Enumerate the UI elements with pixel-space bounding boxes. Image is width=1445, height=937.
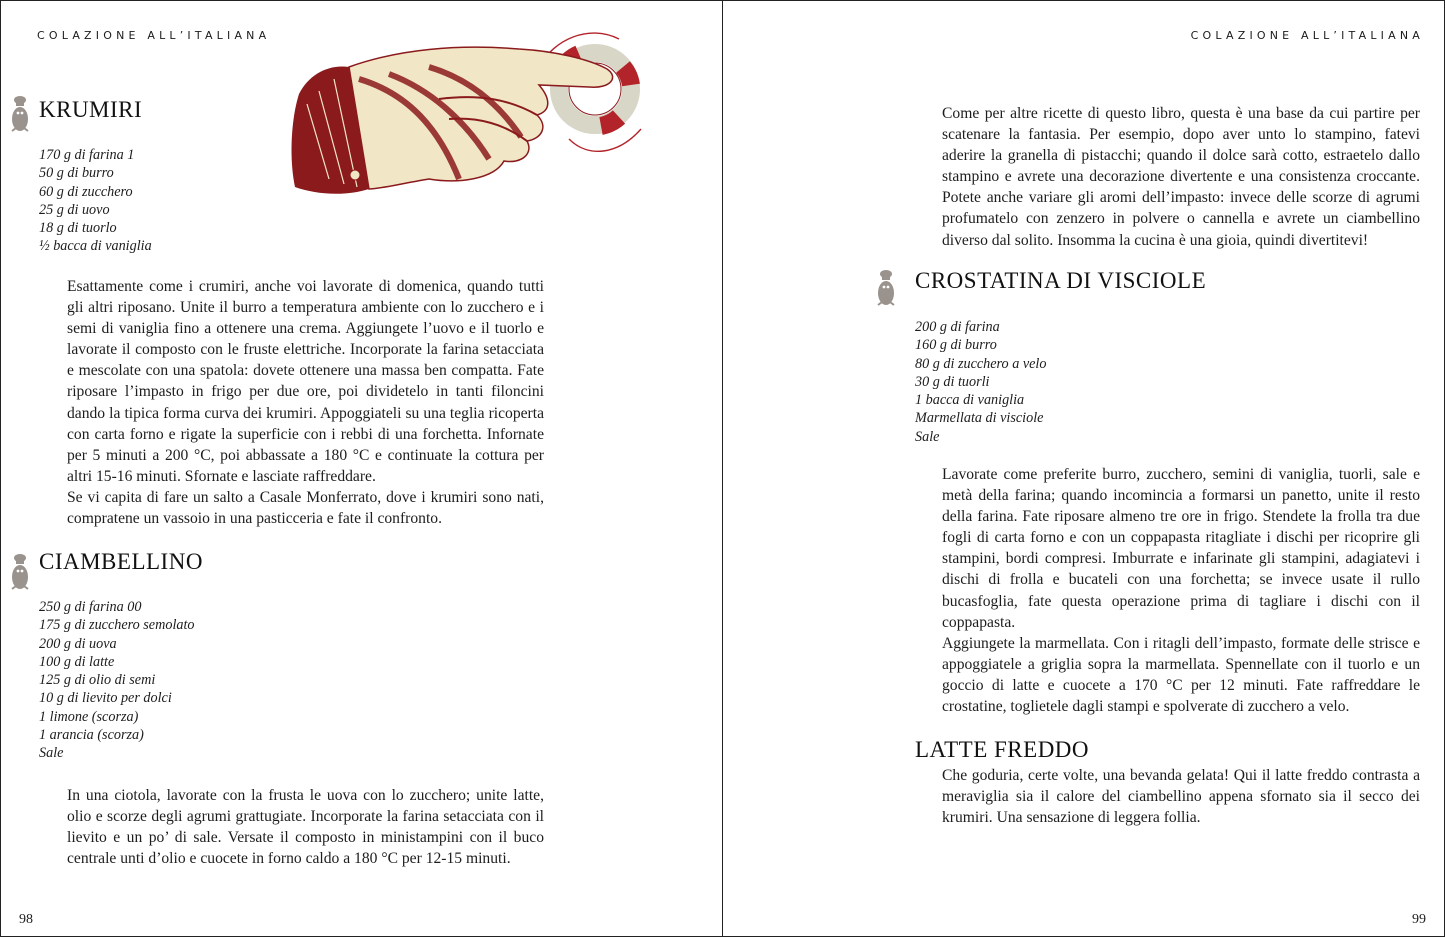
ingredient-item: Sale [39,745,64,762]
krumiri-ingredients [39,146,152,256]
ingredient-item: 1 limone (scorza) [39,708,139,725]
ingredient-item: 125 g di olio di semi [39,672,156,689]
crostatina-ingredients [915,318,1046,446]
ingredient-item: 160 g di burro [915,337,997,354]
ciambellino-ingredients [39,598,195,763]
ingredient-item: 175 g di zucchero semolato [39,617,195,634]
ciambellino-method: In una ciotola, lavorate con la frusta le uova con lo zucchero; unite latte, olio e scorze degli agrumi grattugiate. Incorporate la farina setacciata con il lievito e un po’ di sale. Versate il composto in ministampini con il buco centrale unti d’olio e cuocete in forno caldo a 180 °C per 12-15 minuti. [67,787,544,868]
crostatina-method-text: Lavorate come preferite burro, zucchero, semini di vaniglia, tuorli, sale e metà della farina; quando incomincia a formarsi un panetto, unite il resto della farina. Fate riposare almeno tre ore in frigo. Stendete la frolla tra due fogli di carta forno e con un coppapasta ritagliate i dischi per ricoprire gli stampini, bordi compresi. Imburrate e infarinate gli stampini, adagiatevi i dischi di frolla e bucateli con una forchetta; se invece usate il rullo bucasfoglia, fate questa operazione prima di tagliare i dischi con il coppapasta. [942,466,1420,631]
page-number-right: 99 [1412,912,1426,927]
chef-mascot-icon [7,553,33,593]
krumiri-method [67,276,544,529]
crostatina-method [942,464,1420,717]
right-page [722,0,1445,937]
krumiri-title: KRUMIRI [39,97,143,122]
ingredient-item: 50 g di burro [39,165,114,182]
lifebuoy-icon [539,33,641,151]
ingredient-item: 18 g di tuorlo [39,220,117,237]
ciambellino-title: CIAMBELLINO [39,549,203,574]
ingredient-item: 1 bacca di vaniglia [915,392,1025,409]
ingredient-item: 200 g di uova [39,635,117,652]
latte-freddo-text: Che goduria, certe volte, una bevanda gelata! Qui il latte freddo contrasta a meraviglia sia il calore del ciambellino appena sfornato sia il secco dei krumiri. Una sensazione di leggera follia. [942,767,1420,827]
ingredient-item: 25 g di uovo [39,201,110,218]
ingredient-item: ½ bacca di vaniglia [39,238,152,255]
chef-mascot-icon [7,95,33,135]
running-head-left: COLAZIONE ALL’ITALIANA [37,29,271,42]
krumiri-method-text-2: Se vi capita di fare un salto a Casale Monferrato, dove i krumiri sono nati, compratene un vassoio in una pasticceria e fate il confronto. [67,488,544,528]
running-head-right: COLAZIONE ALL’ITALIANA [1190,29,1424,42]
ingredient-item: 80 g di zucchero a velo [915,355,1047,372]
left-page [0,0,722,937]
ingredient-item: Marmellata di visciole [915,410,1044,427]
chef-mascot-icon [873,269,899,309]
latte-freddo-title: LATTE FREDDO [915,737,1090,762]
ingredient-item: 10 g di lievito per dolci [39,690,172,707]
ingredient-item: 30 g di tuorli [915,373,990,390]
ingredient-item: 250 g di farina 00 [39,599,142,615]
page-number-left: 98 [19,912,33,927]
ingredient-item: Sale [915,428,940,445]
ingredient-item: 200 g di farina [915,319,1000,335]
crostatina-method-text-2: Aggiungete la marmellata. Con i ritagli dell’impasto, formate delle strisce e appoggiatele a griglia sopra la marmellata. Spennellate con il tuorlo e un goccio di latte e cuocete a 170 °C per 12 minuti. Fate raffreddare le crostatine, toglietele dagli stampi e spolverate di zucchero a velo. [942,634,1420,716]
ciambellino-intro: Come per altre ricette di questo libro, questa è una base da cui partire per scatenare la fantasia. Per esempio, dopo aver unto lo stampino, fatevi aderire la granella di pistacchi; quando il dolce sarà cotto, estraetelo dallo stampino e avrete una decorazione divertente e una consistenza croccante. Potete anche variare gli aromi dell’impasto: invece delle scorze di agrumi profumatelo con zenzero in polvere o cannella e avrete un ciambellino diverso dal solito. Insomma la cucina è una gioia, quindi divertitevi! [942,105,1420,249]
hand-holding-lifebuoy-illustration [289,19,649,199]
ingredient-item: 170 g di farina 1 [39,147,135,163]
crostatina-title: CROSTATINA DI VISCIOLE [915,268,1207,293]
ingredient-item: 100 g di latte [39,653,115,670]
ingredient-item: 1 arancia (scorza) [39,727,144,744]
krumiri-method-text: Esattamente come i crumiri, anche voi lavorate di domenica, quando tutti gli altri riposano. Unite il burro a temperatura ambiente con lo zucchero e i semi di vaniglia fino a ottenere una crema. Aggiungete l’uovo e il tuorlo e lavorate il composto con le fruste elettriche. Incorporate la farina setacciata e mescolate con una spatola: dovete ottenere una massa ben compatta. Fate riposare l’impasto in frigo per due ore, poi dividetelo in tanti filoncini dando la tipica forma curva dei krumiri. Appoggiateli su una teglia ricoperta con carta forno e rigate la superficie con i rebbi di una forchetta. Infornate per 5 minuti a 200 °C, poi abbassate a 180 °C e continuate la cottura per altri 15-16 minuti. Sfornate e lasciate raffreddare. [67,278,544,485]
ingredient-item: 60 g di zucchero [39,183,133,200]
